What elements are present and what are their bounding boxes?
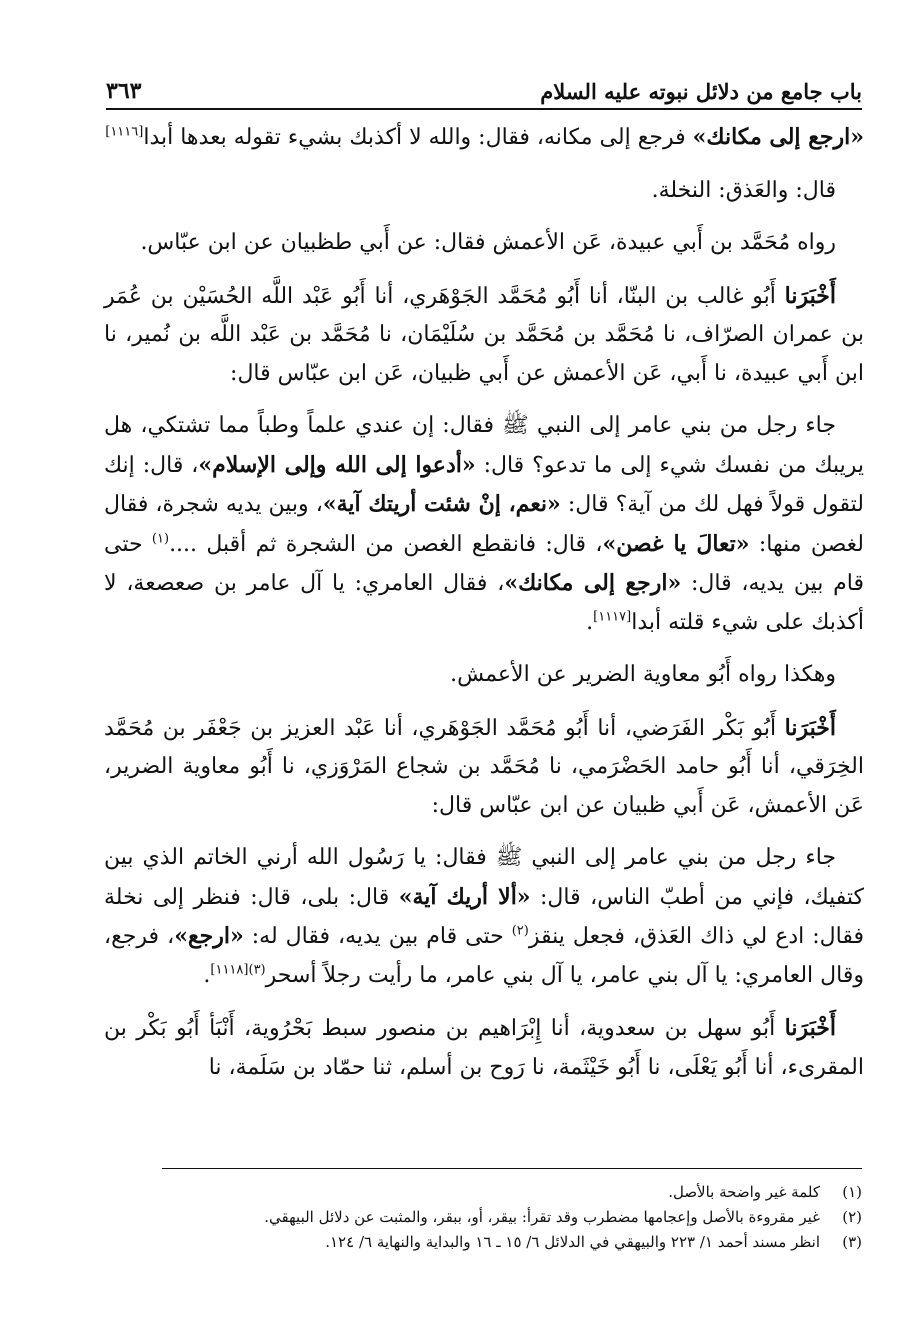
akhbarana-keyword: أَخْبَرَنا — [784, 1015, 836, 1041]
footnote-number: (٢) — [842, 1208, 862, 1226]
bold-quote: «ارجع إلى مكانك» — [692, 124, 864, 150]
running-header — [106, 64, 862, 110]
page-number: ٣٦٣ — [106, 78, 142, 104]
text-span: جاء رجل من بني عامر إلى النبي ﷺ فقال: يا رَسُول الله أرني الخاتم الذي بين كتفيك، فإني من أطبّ الناس، قال: — [104, 845, 864, 910]
footnote-item — [104, 1205, 862, 1230]
text-span: ، فرجع، وقال العامري: يا آل بني عامر، يا آل بني عامر، ما رأيت رجلاً أسحر — [104, 924, 864, 988]
paragraph-7 — [104, 709, 864, 826]
bold-quote: «ارجع» — [174, 923, 244, 949]
footnote-text: انظر مسند أحمد ١/ ٢٢٣ والبيهقي في الدلائل ٦/ ١٥ ـ ١٦ والبداية والنهاية ٦/ ١٢٤. — [325, 1233, 820, 1251]
footnote-text: كلمة غير واضحة بالأصل. — [668, 1183, 820, 1201]
footnote-marker: (٣) — [248, 962, 266, 978]
akhbarana-keyword: أَخْبَرَنا — [784, 714, 836, 741]
hadith-reference: [١١١٧] — [593, 609, 632, 625]
text-span: ، قال: فانقطع الغصن من الشجرة ثم أقبل .... — [169, 531, 603, 557]
hadith-reference: [١١١٨] — [210, 962, 249, 978]
isnad-text: أَبُو سهل بن سعدوية، أنا إِبْرَاهيم بن منصور سبط بَحْرُوية، أَنْبَأ أَبُو بَكْر بن المقرىء، أنا أَبُو يَعْلَى، نا أَبُو خَيْثَمة، نا رَوح بن أسلم، ثنا حمّاد بن سَلَمة، نا — [104, 1016, 864, 1080]
paragraph-3: رواه مُحَمَّد بن أَبي عبيدة، عَن الأعمش فقال: عن أَبي طظبيان عن ابن عبّاس. — [140, 230, 836, 255]
hadith-reference: [١١١٦] — [105, 124, 144, 140]
isnad-text: أَبُو بَكْر الفَرَضي، أنا أَبُو مُحَمَّد الجَوْهَري، أنا عَبْد العزيز بن جَعْفَر بن مُحَمَّد الخِرَقي، أنا أَبُو حامد الحَضْرَمي، نا مُحَمَّد بن شجاع المَرْوَزي، نا أَبُو معاوية الضرير، عَن الأعمش، عَن أَبي ظبيان عن ابن عبّاس قال: — [104, 715, 864, 818]
paragraph-5 — [104, 407, 864, 642]
paragraph-6: وهكذا رواه أَبُو معاوية الضرير عن الأعمش. — [450, 662, 836, 687]
footnote-item — [104, 1230, 862, 1255]
text-span: جاء رجل من بني عامر إلى النبي ﷺ فقال: إن عندي علماً وطباً مما تشتكي، هل يريبك من نفسك شيء إلى ما تدعو؟ قال: — [104, 413, 865, 478]
akhbarana-keyword: أَخْبَرَنا — [784, 282, 836, 309]
text-span: حتى قام بين يديه، فقال له: — [243, 924, 512, 949]
text-span: ، وبين يديه شجرة، فقال لغصن منها: — [104, 492, 865, 557]
chapter-title: باب جامع من دلائل نبوته عليه السلام — [540, 79, 862, 104]
footnote-marker: (٢) — [511, 923, 529, 939]
main-text — [104, 118, 864, 1101]
isnad-text: أَبُو غالب بن البنّا، أنا أَبُو مُحَمَّد الجَوْهَري، أنا أَبُو عَبْد اللَّه الحُسَيْن بن عُمَر بن عمران الصرّاف، نا مُحَمَّد بن مُحَمَّد بن سُلَيْمَان، نا مُحَمَّد بن عَبْد اللَّه بن نُمير، نا ابن أَبي عبيدة، نا أَبي، عَن الأعمش عن أَبي ظبيان، عَن ابن عبّاس قال: — [104, 283, 864, 386]
text-span: . — [586, 609, 594, 635]
footnote-item — [104, 1180, 862, 1205]
paragraph-2: قال: والعَذق: النخلة. — [651, 177, 836, 203]
footnote-divider — [162, 1168, 862, 1169]
bold-quote: «نعم، إنْ شئت أريتك آية» — [322, 491, 561, 517]
text-span: ، قال: إنك لتقول قولاً فهل لك من آية؟ قال: — [104, 452, 864, 517]
footnote-number: (١) — [842, 1183, 862, 1201]
text-span: حتى قام بين يديه، قال: — [104, 531, 864, 596]
text-span: ، فقال العامري: يا آل عامر بن صعصعة، لا أكذبك على شيء قلته أبدا — [104, 571, 864, 635]
text-span: . — [203, 962, 211, 988]
text-span: فرجع إلى مكانه، فقال: والله لا أكذبك بشيء تقوله بعدها أبدا — [143, 125, 693, 150]
footnote-number: (٣) — [842, 1233, 862, 1251]
footnote-marker: (١) — [151, 531, 170, 547]
footnote-text: غير مقروءة بالأصل وإعجامها مضطرب وقد تقرأ: بيقر، أو، ببقر، والمثبت عن دلائل البيهقي. — [264, 1208, 820, 1226]
footnotes — [104, 1180, 862, 1255]
bold-quote: «تعالَ يا غصن» — [602, 530, 750, 557]
bold-quote: «ارجع إلى مكانك» — [504, 570, 682, 596]
bold-quote: «أدعوا إلى الله وإلى الإسلام» — [198, 451, 476, 478]
bold-quote: «ألا أريك آية» — [398, 883, 531, 910]
paragraph-8 — [104, 839, 864, 995]
paragraph-4 — [104, 277, 864, 394]
paragraph-1 — [104, 118, 864, 158]
text-span: قال: بلى، قال: فنظر إلى نخلة فقال: ادع لي ذاك العَذق، فجعل ينقز — [104, 884, 864, 949]
paragraph-9 — [104, 1009, 864, 1087]
